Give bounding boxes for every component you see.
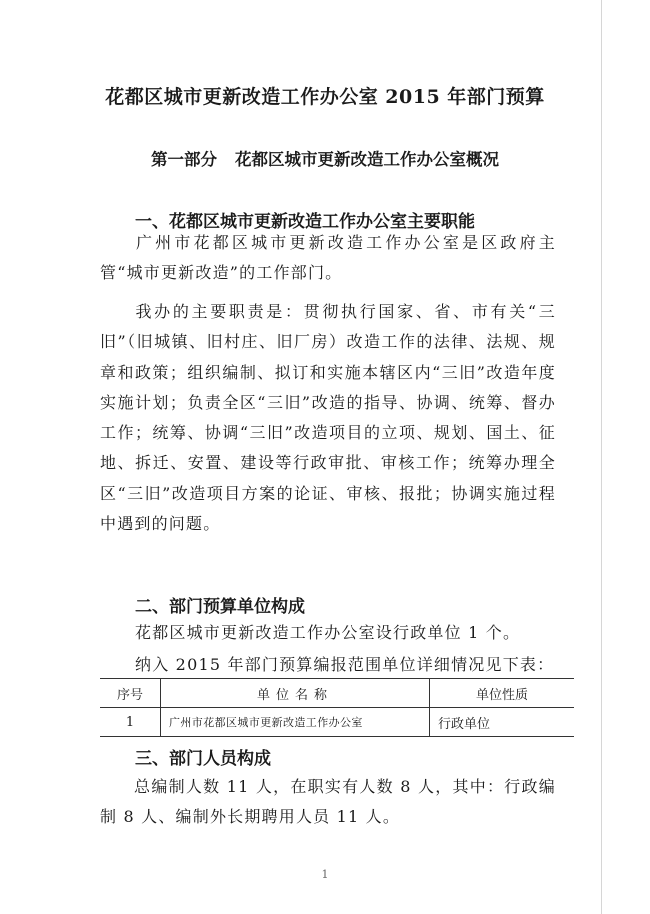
section-1-paragraph-2-text: 我办的主要职责是：贯彻执行国家、省、市有关“三旧”（旧城镇、旧村庄、旧厂房）改造工作的法律、法规、规章和政策；组织编制、拟订和实施本辖区内“三旧”改造年度实施计划；负责全区“三旧”改造的指导、协调、统筹、督办工作；统筹、协调“三旧”改造项目的立项、规划、国土、征地、拆迁、安置、建设等行政审批、审核工作；统筹办理全区“三旧”改造项目方案的论证、审核、报批；协调实施过程中遇到的问题。 (100, 302, 556, 534)
section-2-heading: 二、部门预算单位构成 (135, 597, 305, 617)
table-cell-unit-name: 广州市花都区城市更新改造工作办公室 (161, 708, 430, 737)
section-3-paragraph-text: 总编制人数 11 人，在职实有人数 8 人，其中：行政编制 8 人、编制外长期聘用人员 11 人。 (100, 777, 556, 827)
table-cell-unit-type: 行政单位 (430, 708, 575, 737)
part-one-label: 第一部分 (151, 150, 217, 169)
section-2-line-1: 花都区城市更新改造工作办公室设行政单位 1 个。 (135, 623, 521, 642)
column-header-index: 序号 (100, 679, 161, 708)
section-3-paragraph (100, 772, 556, 833)
table-row (100, 708, 574, 737)
section-1-paragraph-1 (100, 228, 556, 289)
section-2-line-2: 纳入 2015 年部门预算编报范围单位详细情况见下表： (135, 655, 555, 674)
document-title: 花都区城市更新改造工作办公室 2015 年部门预算 (105, 86, 545, 108)
page-edge (601, 0, 602, 914)
section-1-paragraph-1-text: 广州市花都区城市更新改造工作办公室是区政府主管“城市更新改造”的工作部门。 (100, 233, 556, 283)
part-one-heading (0, 146, 650, 170)
part-one-title: 花都区城市更新改造工作办公室概况 (235, 150, 499, 169)
unit-table (100, 678, 574, 737)
section-1-paragraph-2 (100, 297, 556, 539)
column-header-unit-type: 单位性质 (430, 679, 575, 708)
table-cell-index: 1 (100, 708, 161, 737)
table-header-row (100, 679, 574, 708)
section-1-heading: 一、花都区城市更新改造工作办公室主要职能 (135, 212, 475, 232)
page-number: 1 (321, 868, 329, 881)
column-header-unit-name: 单位名称 (161, 679, 430, 708)
section-3-heading: 三、部门人员构成 (135, 749, 271, 769)
